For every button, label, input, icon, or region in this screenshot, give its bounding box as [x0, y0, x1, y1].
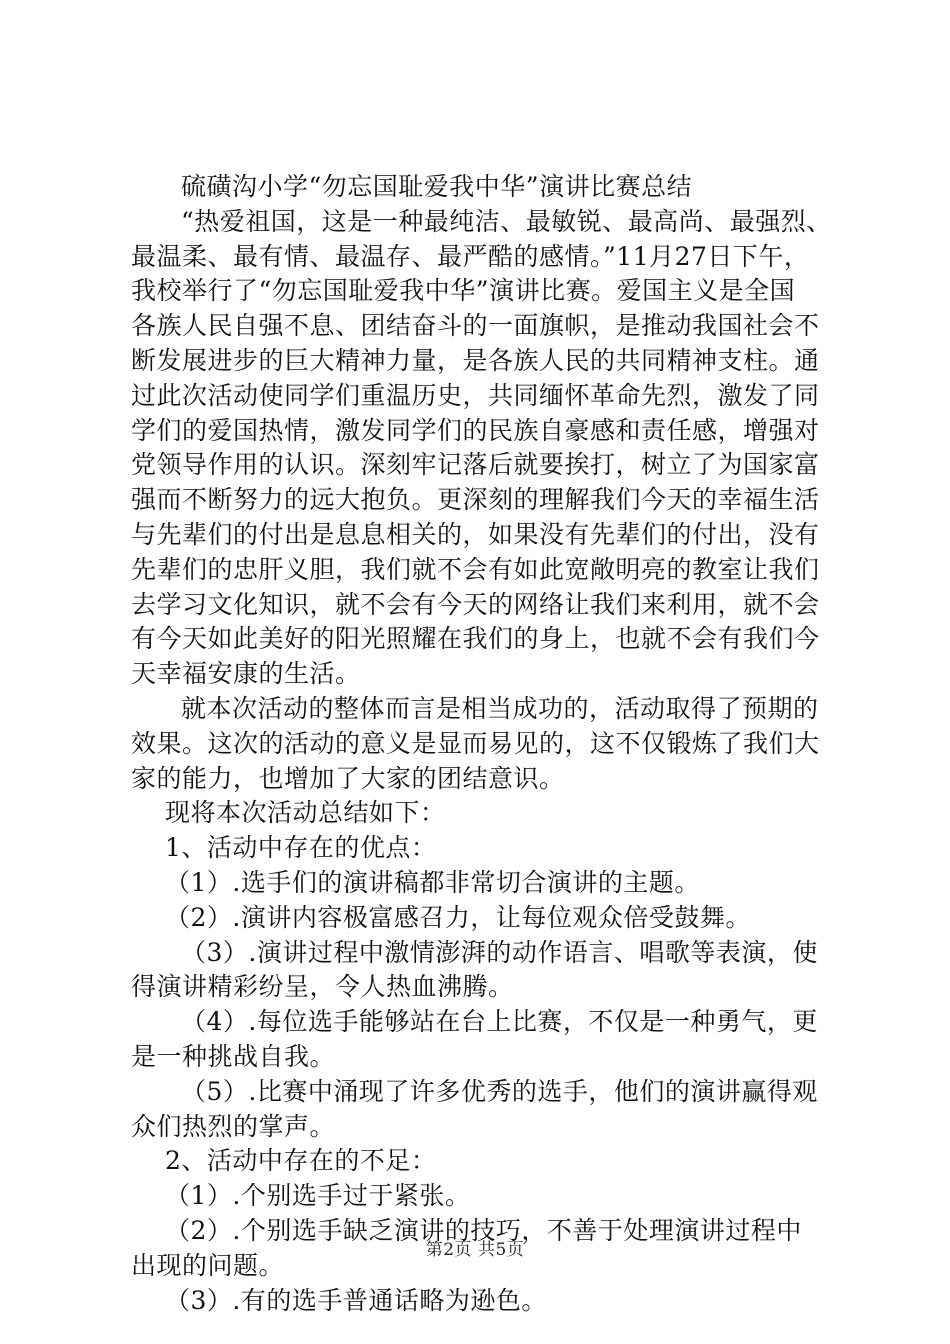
text-line: （4）.每位选手能够站在台上比赛，不仅是一种勇气，更: [181, 1007, 818, 1037]
text-line: 断发展进步的巨大精神力量，是各族人民的共同精神支柱。通: [131, 345, 820, 375]
text-line: 有今天如此美好的阳光照耀在我们的身上，也就不会有我们今: [131, 624, 820, 654]
text-line: 得演讲精彩纷呈，令人热血沸腾。: [131, 972, 514, 1002]
text-line: 强而不断努力的远大抱负。更深刻的理解我们今天的幸福生活: [131, 485, 820, 515]
document-body: [131, 170, 831, 1318]
text-line: 出现的问题。: [131, 1250, 285, 1280]
text-line: 学们的爱国热情，激发同学们的民族自豪感和责任感，增强对: [131, 415, 820, 445]
text-line: 先辈们的忠肝义胆，我们就不会有如此宽敞明亮的教室让我们: [131, 554, 820, 584]
text-line: 1、活动中存在的优点：: [165, 833, 437, 863]
text-line: （3）.演讲过程中激情澎湃的动作语言、唱歌等表演，使: [181, 937, 818, 967]
text-line: 众们热烈的掌声。: [131, 1111, 336, 1141]
text-line: （5）.比赛中涌现了许多优秀的选手，他们的演讲赢得观: [181, 1076, 818, 1106]
text-line: 2、活动中存在的不足：: [165, 1146, 437, 1176]
document-title: 硫磺沟小学“勿忘国耻爱我中华”演讲比赛总结: [181, 172, 693, 201]
text-line: 我校举行了“勿忘国耻爱我中华”演讲比赛。爱国主义是全国: [131, 276, 796, 306]
text-line: （2）.个别选手缺乏演讲的技巧，不善于处理演讲过程中: [165, 1215, 802, 1245]
text-line: 与先辈们的付出是息息相关的，如果没有先辈们的付出，没有: [131, 519, 820, 549]
text-line: 就本次活动的整体而言是相当成功的，活动取得了预期的: [181, 693, 819, 723]
text-line: 家的能力，也增加了大家的团结意识。: [131, 763, 565, 793]
text-line: 去学习文化知识，就不会有今天的网络让我们来利用，就不会: [131, 589, 820, 619]
page-footer: 第2页 共5页: [425, 1240, 525, 1260]
text-line: “热爱祖国，这是一种最纯洁、最敏锐、最高尚、最强烈、: [181, 206, 832, 236]
text-line: 各族人民自强不息、团结奋斗的一面旗帜，是推动我国社会不: [131, 311, 820, 341]
text-line: 效果。这次的活动的意义是显而易见的，这不仅锻炼了我们大: [131, 728, 820, 758]
text-line: 党领导作用的认识。深刻牢记落后就要挨打，树立了为国家富: [131, 450, 820, 480]
text-line: 是一种挑战自我。: [131, 1041, 336, 1071]
text-line: （1）.个别选手过于紧张。: [165, 1181, 471, 1211]
text-line: 天幸福安康的生活。: [131, 659, 361, 689]
text-line: （1）.选手们的演讲稿都非常切合演讲的主题。: [165, 867, 700, 897]
text-line: 最温柔、最有情、最温存、最严酷的感情。”11月27日下午，: [131, 241, 810, 271]
text-line: 现将本次活动总结如下：: [165, 798, 446, 828]
text-line: 过此次活动使同学们重温历史，共同缅怀革命先烈，激发了同: [131, 380, 820, 410]
text-line: （3）.有的选手普通话略为逊色。: [165, 1285, 547, 1315]
text-line: （2）.演讲内容极富感召力，让每位观众倍受鼓舞。: [165, 902, 751, 932]
